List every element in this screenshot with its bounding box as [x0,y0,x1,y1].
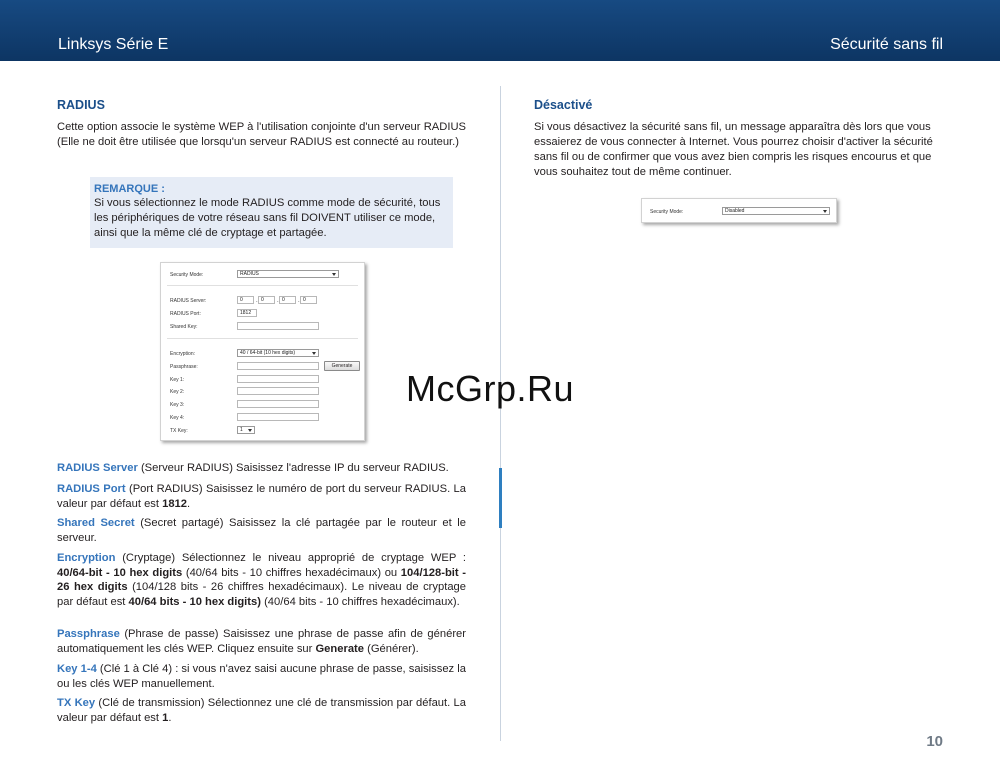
desc-shared-secret: Shared Secret (Secret partagé) Saisissez la clé partagée par le routeur et le serveur. [57,517,466,544]
ip-dot: . [298,298,300,304]
page-header [0,0,1000,61]
key2-input[interactable] [237,387,319,395]
radius-intro: Cette option associe le système WEP à l'utilisation conjointe d'un serveur RADIUS (Elle ne doit être utilisée que lorsqu'un serveur RADIUS est connecté au routeur.) [57,121,466,148]
separator [167,285,358,286]
disabled-heading: Désactivé [534,98,593,112]
radius-port-input[interactable]: 1812 [237,309,257,317]
radius-server-label: RADIUS Server: [170,298,207,304]
note-title: REMARQUE : [94,183,165,195]
desc-passphrase: Passphrase (Phrase de passe) Saisissez une phrase de passe afin de générer automatiquement les clés WEP. Cliquez ensuite sur Generate (Générer). [57,628,466,655]
right-column [534,98,944,180]
key3-input[interactable] [237,400,319,408]
txkey-label: TX Key: [170,428,188,434]
security-mode-label: Security Mode: [170,272,204,278]
series-title: Linksys Série E [58,36,169,53]
key1-input[interactable] [237,375,319,383]
passphrase-label: Passphrase: [170,364,198,370]
radius-heading: RADIUS [57,98,105,112]
disabled-settings-screenshot [641,198,837,223]
left-column [57,98,466,150]
key4-label: Key 4: [170,415,185,421]
page-number: 10 [926,733,943,750]
generate-button[interactable]: Generate [324,361,360,371]
radius-port-label: RADIUS Port: [170,311,201,317]
chevron-down-icon [332,273,336,276]
ip-octet-2[interactable]: 0 [258,296,275,304]
ip-octet-1[interactable]: 0 [237,296,254,304]
desc-radius-port: RADIUS Port (Port RADIUS) Saisissez le numéro de port du serveur RADIUS. La valeur par défaut est 1812. [57,483,466,510]
divider-accent [499,468,502,528]
key4-input[interactable] [237,413,319,421]
radius-settings-screenshot [160,262,365,441]
desc-encryption: Encryption (Cryptage) Sélectionnez le niveau approprié de cryptage WEP : 40/64-bit - 10 hex digits (40/64 bits - 10 chiffres hexadécimaux) ou 104/128-bit - 26 hex digits (104/128 bits - 26 chiffres hexadécimaux). Le niveau de cryptage par défaut est 40/64 bits - 10 hex digits) (40/64 bits - 10 chiffres hexadécimaux). [57,552,466,608]
desc-keys: Key 1-4 (Clé 1 à Clé 4) : si vous n'avez saisi aucune phrase de passe, saisissez la ou les clés WEP manuellement. [57,663,466,690]
ip-octet-4[interactable]: 0 [300,296,317,304]
shared-key-label: Shared Key: [170,324,198,330]
key2-label: Key 2: [170,389,185,395]
security-mode-select[interactable]: Disabled [722,207,830,215]
key1-label: Key 1: [170,377,185,383]
watermark: McGrp.Ru [406,368,575,409]
ip-dot: . [256,298,258,304]
encryption-label: Encryption: [170,351,196,357]
disabled-text: Si vous désactivez la sécurité sans fil, un message apparaîtra dès lors que vous essaierez de vous connecter à Internet. Vous pourrez choisir d'activer la sécurité sans fil ou de confirmer que vous avez bien compris les risques encourus et que vous souhaitez tout de même continuer. [534,121,933,178]
security-mode-select[interactable]: RADIUS [237,270,339,278]
ip-octet-3[interactable]: 0 [279,296,296,304]
shared-key-input[interactable] [237,322,319,330]
desc-radius-server: RADIUS Server (Serveur RADIUS) Saisissez l'adresse IP du serveur RADIUS. [57,462,449,474]
note-box [90,177,453,248]
column-divider [500,86,501,741]
chevron-down-icon [312,352,316,355]
section-title: Sécurité sans fil [830,36,943,53]
txkey-select[interactable]: 1 [237,426,255,434]
passphrase-input[interactable] [237,362,319,370]
key3-label: Key 3: [170,402,185,408]
security-mode-label: Security Mode: [650,209,684,215]
chevron-down-icon [823,210,827,213]
encryption-select[interactable]: 40 / 64-bit (10 hex digits) [237,349,319,357]
ip-dot: . [277,298,279,304]
note-text: Si vous sélectionnez le mode RADIUS comme mode de sécurité, tous les périphériques de votre réseau sans fil DOIVENT utiliser ce mode, ainsi que la même clé de cryptage et partagée. [94,197,441,239]
chevron-down-icon [248,429,252,432]
separator [167,338,358,339]
desc-txkey: TX Key (Clé de transmission) Sélectionnez une clé de transmission par défaut. La valeur par défaut est 1. [57,697,466,724]
